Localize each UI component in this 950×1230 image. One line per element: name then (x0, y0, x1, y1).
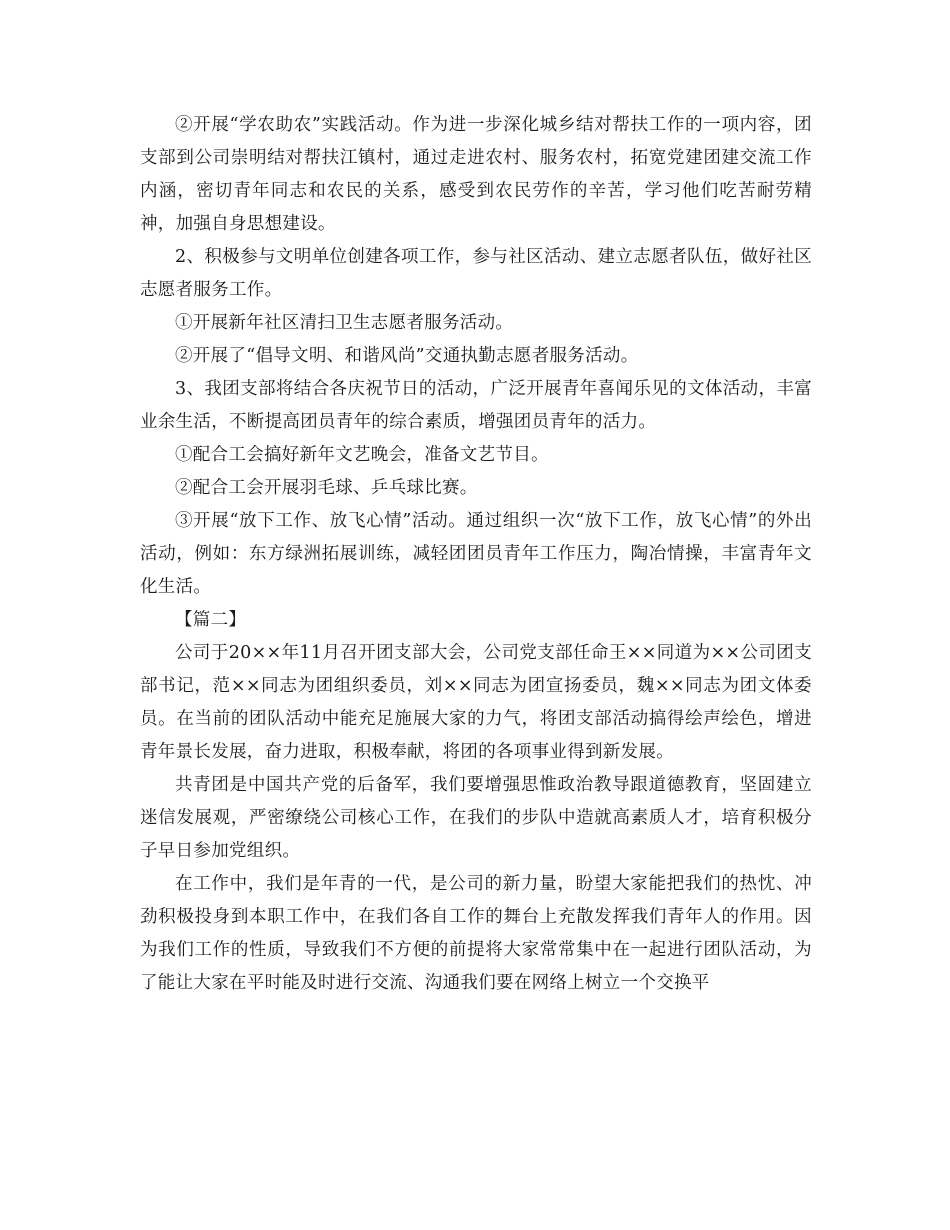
paragraph-traffic-volunteer: ②开展了“倡导文明、和谐风尚”交通执勤志愿者服务活动。 (175, 346, 639, 366)
paragraph-civilization-unit: 2、积极参与文明单位创建各项工作，参与社区活动、建立志愿者队伍，做好社区志愿者服务工作。 (140, 247, 812, 300)
paragraph-ball-games: ②配合工会开展羽毛球、乒乓球比赛。 (175, 478, 478, 498)
paragraph-outing-activity: ③开展“放下工作、放飞心情”活动。通过组织一次“放下工作，放飞心情”的外出活动，例如：东方绿洲拓展训练，减轻团团员青年工作压力，陶冶情操，丰富青年文化生活。 (140, 511, 812, 597)
paragraph-xuenong-activity: ②开展“学农助农”实践活动。作为进一步深化城乡结对帮扶工作的一项内容，团支部到公司崇明结对帮扶江镇村，通过走进农村、服务农村，拓宽党建团建交流工作内涵，密切青年同志和农民的关系，感受到农民劳作的辛苦，学习他们吃苦耐劳精神，加强自身思想建设。 (140, 115, 812, 234)
section-heading-part-two: 【篇二】 (175, 610, 247, 630)
paragraph-festival-activities: 3、我团支部将结合各庆祝节日的活动，广泛开展青年喜闻乐见的文体活动，丰富业余生活，不断提高团员青年的综合素质，增强团员青年的活力。 (140, 379, 812, 432)
paragraph-new-year-gala: ①配合工会搞好新年文艺晚会，准备文艺节目。 (175, 445, 549, 465)
paragraph-work-participation: 在工作中，我们是年青的一代，是公司的新力量，盼望大家能把我们的热忱、冲劲积极投身到本职工作中，在我们各自工作的舞台上充散发挥我们青年人的作用。因为我们工作的性质，导致我们不方便的前提将大家常常集中在一起进行团队活动，为了能让大家在平时能及时进行交流、沟通我们要在网络上树立一个交换平 (140, 874, 812, 993)
paragraph-community-cleaning: ①开展新年社区清扫卫生志愿者服务活动。 (175, 313, 514, 333)
paragraph-youth-league-role: 共青团是中国共产党的后备军，我们要增强思惟政治教导跟道德教育，坚固建立迷信发展观，严密缭绕公司核心工作，在我们的步队中造就高素质人才，培育积极分子早日参加党组织。 (140, 775, 812, 861)
document-body (140, 109, 812, 1000)
paragraph-branch-meeting: 公司于20××年11月召开团支部大会，公司党支部任命王××同道为××公司团支部书记，范××同志为团组织委员，刘××同志为团宣扬委员，魏××同志为团文体委员。在当前的团队活动中能充足施展大家的力气，将团支部活动搞得绘声绘色，增进青年景长发展，奋力进取，积极奉献，将团的各项事业得到新发展。 (140, 643, 812, 762)
